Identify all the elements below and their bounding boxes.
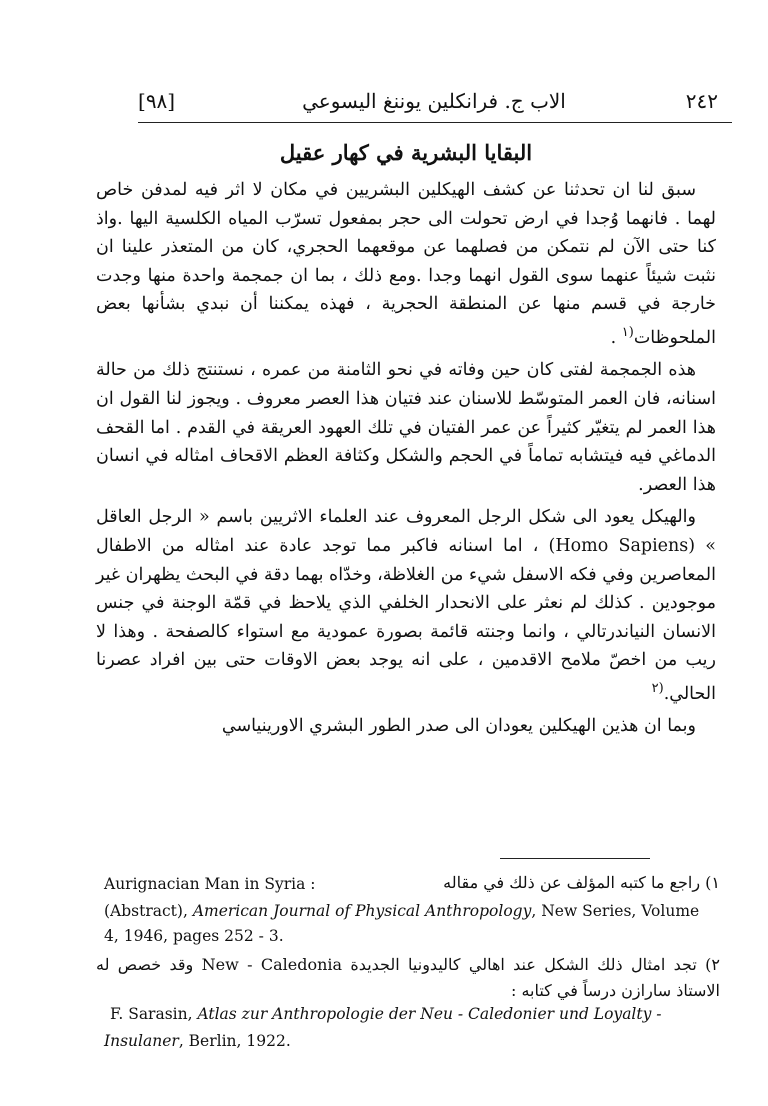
footnote-2-book-title-cont: Insulaner (104, 1032, 179, 1050)
section-number: [٩٨] (138, 89, 176, 113)
body-text (96, 176, 716, 745)
paragraph-1 (96, 176, 716, 352)
footnote-2-arabic-end: وقد خصص له الاستاذ سارازن درساً في كتابه : (96, 955, 720, 1000)
page-number: ٢٤٢ (685, 89, 718, 113)
footnote-1-english-title: Aurignacian Man in Syria : (104, 875, 316, 893)
footnote-2-publisher: , Berlin, 1922. (178, 1032, 291, 1050)
running-title: الاب ج. فرانكلين يوننغ اليسوعي (302, 89, 566, 113)
paragraph-4: وبما ان هذين الهيكلين يعودان الى صدر الطور البشري الاورينياسي (221, 716, 696, 737)
footnote-1-journal: American Journal of Physical Anthropology (192, 902, 532, 920)
footnote-2-citation (110, 1002, 720, 1026)
paragraph-2: هذه الجمجمة لفتى كان حين وفاته في نحو الثامنة من عمره ، نستنتج ذلك من حالة اسنانه، فان العمر المتوسّط للاسنان عند فتيان هذا العصر معروف . ويجوز لنا القول ان هذا العمر لم يتغيّر كثيراً عن عمر الفتيان في تلك العهود العريقة في القدم . اما القحف الدماغي فيه فيتشابه تماماً في الحجم والشكل وكثافة العظم الاقحاف امثاله في انسان هذا العصر. (96, 360, 716, 495)
footnote-1-abstract: (Abstract), (104, 902, 193, 920)
footnote-1-arabic: ١) راجع ما كتبه المؤلف عن ذلك في مقاله (443, 873, 720, 892)
footnote-2-arabic (96, 952, 720, 1004)
footnote-1-series: , New Series, Volume (531, 902, 700, 920)
paragraph-3-text: والهيكل يعود الى شكل الرجل المعروف عند العلماء الاثريين باسم « الرجل العاقل » (96, 507, 716, 556)
paragraph-3-cont: ، اما اسنانه فاكبر مما توجد عادة عند امثاله من الاطفال المعاصرين وفي فكه الاسفل شيء من الغلاظة، وخدّاه بهما دقة في البحث يظهران غير موجودين . كذلك لم نعثر على الانحدار الخلفي الذي يلاحظ في قمّة الوجنة في جنس الانسان النياندرتالي ، وانما وجنته قائمة بصورة عمودية مع استواء كالصفحة . وهذا لا ريب من اخصّ ملامح الاقدمين ، على انه يوجد بعض الاوقات حتى بين افراد عصرنا الحالي. (96, 535, 716, 704)
paragraph-1-end: . (610, 327, 617, 348)
footnote-1-citation (104, 899, 720, 923)
footnote-rule (500, 858, 650, 859)
footnote-1-pages: 4, 1946, pages 252 - 3. (104, 927, 284, 945)
footnote-2-citation-cont (104, 1029, 291, 1053)
homo-sapiens-term: (Homo Sapiens) (548, 535, 696, 556)
footnote-ref-2: (٢ (651, 680, 664, 696)
footnote-ref-1: (١ (621, 324, 634, 340)
running-header (138, 86, 730, 120)
paragraph-1-text: سبق لنا ان تحدثنا عن كشف الهيكلين البشريين في مكان لا اثر فيه لمدفن خاص لهما . فانهما وُجدا في ارض تحولت الى حجر بمفعول تسرّب المياه الكلسية اليها .واذ كنا حتى الآن لم نتمكن من فصلهما عن موقعهما الحجري، كان من المتعذر علينا ان نثبت شيئاً عنهما سوى القول انهما وجدا .ومع ذلك ، بما ان جمجمة واحدة منها وجدت خارجة في قسم منها عن المنطقة الحجرية ، فهذه يمكننا أن نبدي بشأنها بعض الملحوظات (96, 180, 716, 348)
paragraph-3 (96, 503, 716, 708)
footnote-2-place: New - Caledonia (201, 955, 343, 974)
footnote-2-arabic-start: ٢) تجد امثال ذلك الشكل عند اهالي كاليدونيا الجديدة (350, 955, 721, 974)
article-title: البقايا البشرية في كهار عقيل (279, 140, 533, 165)
header-rule (138, 122, 732, 123)
footnote-2-author: F. Sarasin, (110, 1005, 198, 1023)
footnote-2-book-title: Atlas zur Anthropologie der Neu - Caledonier und Loyalty - (197, 1005, 662, 1023)
